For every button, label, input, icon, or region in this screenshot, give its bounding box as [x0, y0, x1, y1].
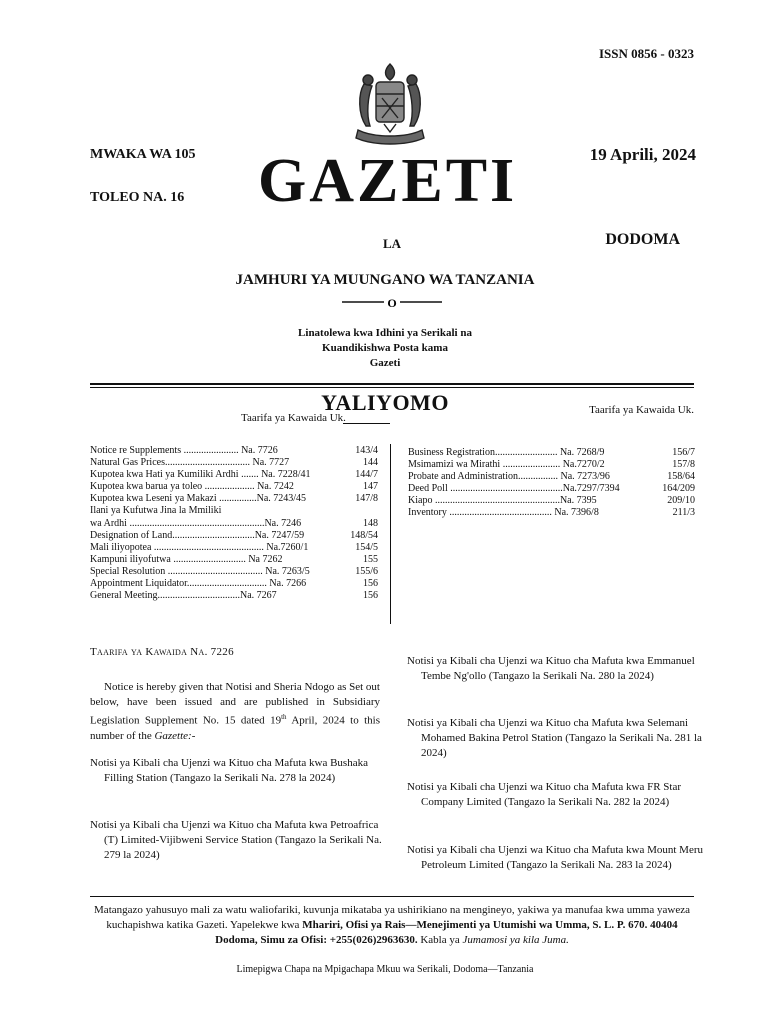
contents-entry-title: Kupotea kwa Hati ya Kumiliki Ardhi ....... Na. 7228/41	[90, 469, 311, 481]
contents-entry-page: 148/54	[350, 529, 378, 541]
contents-entry	[408, 495, 695, 507]
contents-entry	[90, 566, 378, 578]
gazette-title: GAZETI	[258, 147, 518, 215]
notice-item: Notisi ya Kibali cha Ujenzi wa Kituo cha Mafuta kwa Emmanuel Tembe Ng'ollo (Tangazo la Serikali Na. 280 la 2024)	[407, 655, 695, 682]
contents-entry-page: 144	[363, 457, 378, 469]
ordinal-suffix: th	[281, 713, 287, 721]
publication-statement	[0, 326, 770, 371]
contents-entry	[408, 483, 695, 495]
contents-entry	[90, 505, 378, 517]
contents-entry-page: 148	[363, 517, 378, 529]
publication-line: Kuandikishwa Posta kama	[322, 342, 448, 354]
contents-entry-page: 157/8	[672, 459, 695, 471]
contents-col-header-left: Taarifa ya Kawaida Uk.	[241, 412, 346, 424]
contents-entry-page: 158/64	[667, 471, 695, 483]
contents-entry-title: Special Resolution ...................................... Na. 7263/5	[90, 565, 310, 577]
contents-entry-title: Notice re Supplements ...................... Na. 7726	[90, 445, 278, 456]
contents-entry-page: 155/6	[355, 565, 378, 577]
contents-entry-title: Designation of Land.................................Na. 7247/59	[90, 529, 305, 541]
deadline-text: Jumamosi ya kila Juma.	[462, 934, 569, 946]
contents-entry	[90, 481, 378, 493]
contents-entry	[90, 530, 378, 542]
publication-date: 19 Aprili, 2024	[589, 145, 696, 164]
contents-entry	[408, 447, 695, 459]
contents-entry	[90, 554, 378, 566]
footer-notice	[90, 903, 694, 948]
contents-entry	[90, 445, 378, 457]
contents-entry-page: 156	[363, 578, 378, 590]
contents-entry-page: 154/5	[355, 541, 378, 553]
contents-list-right	[408, 447, 695, 520]
publication-line: Linatolewa kwa Idhini ya Serikali na	[298, 327, 472, 339]
contents-entry-page: 147/8	[355, 493, 378, 505]
contents-entry-page: 209/10	[667, 495, 695, 507]
contents-entry-page: 155	[363, 553, 378, 565]
contents-entry-title: General Meeting.................................Na. 7267	[90, 590, 277, 602]
contents-entry-title: Ilani ya Kufutwa Jina la Mmiliki	[90, 505, 222, 517]
footer-text: Matangazo yahusuyo mali za watu waliofariki, kuvunja mikataba ya ushirikiano na mengineyo, yakiwa ya manufaa kwa umma yaweza kuchapishwa katika Gazeti. Yapelekwe kwa	[94, 904, 690, 931]
contents-entry-page: 143/4	[355, 445, 378, 456]
contents-entry	[408, 507, 695, 519]
volume-number: MWAKA WA 105	[90, 147, 196, 162]
contents-entry	[90, 457, 378, 469]
contents-entry-title: Natural Gas Prices.................................. Na. 7727	[90, 457, 290, 469]
coat-of-arms-emblem	[344, 60, 436, 150]
footer-text: Kabla ya	[417, 934, 463, 946]
place-of-publication: DODOMA	[605, 231, 680, 248]
contents-entry-title: Appointment Liquidator................................ Na. 7266	[90, 578, 307, 590]
contents-entry-page: 211/3	[672, 507, 695, 519]
contents-entry-title: Inventory ......................................... Na. 7396/8	[408, 507, 599, 519]
contents-entry-title: Business Registration......................... Na. 7268/9	[408, 447, 605, 458]
contents-entry-title: wa Ardhi ......................................................Na. 7246	[90, 517, 302, 529]
publication-line: Gazeti	[369, 357, 401, 369]
contents-entry	[90, 542, 378, 554]
issue-number: TOLEO NA. 16	[90, 190, 185, 205]
contents-list-left	[90, 445, 378, 602]
contents-entry	[90, 518, 378, 530]
contents-entry-page: 164/209	[662, 483, 695, 495]
contents-entry-title: Msimamizi wa Mirathi ....................... Na.7270/2	[408, 459, 605, 471]
contents-entry-title: Deed Poll .............................................Na.7297/7394	[408, 483, 620, 495]
contents-entry	[90, 590, 378, 602]
contents-entry-page: 156	[363, 590, 378, 602]
title-connector: LA	[383, 236, 402, 251]
notice-intro-text: Notice is hereby given that Notisi and Sheria Ndogo as Set out below, have been issued and are published in Subsidiary Legislation Supplement No. 15 dated 19	[90, 681, 380, 727]
contents-entry	[408, 471, 695, 483]
notice-item: Notisi ya Kibali cha Ujenzi wa Kituo cha Mafuta kwa Mount Meru Petroleum Limited (Tangazo la Serikali Na. 283 la 2024)	[407, 844, 704, 871]
printer-line: Limepigwa Chapa na Mpigachapa Mkuu wa Serikali, Dodoma—Tanzania	[236, 964, 534, 975]
contents-entry-title: Kiapo ..................................................Na. 7395	[408, 495, 597, 507]
notice-item: Notisi ya Kibali cha Ujenzi wa Kituo cha Mafuta kwa Selemani Mohamed Bakina Petrol Station (Tangazo la Serikali Na. 281 la 2024)	[407, 717, 702, 759]
ornament-letter: O	[387, 296, 397, 310]
contents-entry	[90, 469, 378, 481]
contents-entry-page: 147	[363, 481, 378, 493]
divider-thin	[90, 387, 694, 388]
contents-entry	[408, 459, 695, 471]
contents-entry-page: 156/7	[672, 447, 695, 458]
editor-address: Mhariri, Ofisi ya Rais—Menejimenti ya Utumishi wa Umma, S. L. P. 670. 40404 Dodoma, Simu za Ofisi: +255(026)2963630.	[215, 919, 678, 946]
contents-entry-title: Kupotea kwa barua ya toleo .................... Na. 7242	[90, 481, 294, 493]
contents-entry	[90, 493, 378, 505]
notice-item: Notisi ya Kibali cha Ujenzi wa Kituo cha Mafuta kwa Petroafrica (T) Limited-Vijibweni Service Station (Tangazo la Serikali Na. 279 la 2024)	[90, 819, 382, 861]
gazette-reference: Gazette:-	[154, 729, 196, 742]
divider-thick	[90, 383, 694, 385]
contents-entry-page	[340, 505, 378, 517]
heading-underline	[343, 423, 390, 424]
contents-entry-title: Mali iliyopotea ............................................ Na.7260/1	[90, 541, 309, 553]
contents-entry	[90, 578, 378, 590]
contents-heading: YALIYOMO	[321, 390, 449, 415]
contents-entry-title: Kampuni iliyofutwa ............................. Na 7262	[90, 553, 283, 565]
issn-number: ISSN 0856 - 0323	[599, 46, 694, 61]
notice-item: Notisi ya Kibali cha Ujenzi wa Kituo cha Mafuta kwa Bushaka Filling Station (Tangazo la Serikali Na. 278 la 2024)	[90, 757, 368, 784]
column-separator	[390, 444, 391, 624]
contents-entry-title: Probate and Administration................ Na. 7273/96	[408, 471, 610, 483]
contents-col-header-right: Taarifa ya Kawaida Uk.	[589, 404, 694, 416]
contents-entry-page: 144/7	[355, 469, 378, 481]
ornament-divider	[340, 296, 444, 310]
footer-divider	[90, 896, 694, 897]
country-name: JAMHURI YA MUUNGANO WA TANZANIA	[235, 272, 535, 288]
notice-heading: Taarifa ya Kawaida Na. 7226	[90, 646, 234, 658]
notice-intro-text: April, 2024 to this number of the	[90, 714, 381, 742]
notice-item: Notisi ya Kibali cha Ujenzi wa Kituo cha Mafuta kwa FR Star Company Limited (Tangazo la Serikali Na. 282 la 2024)	[407, 781, 682, 808]
contents-entry-title: Kupotea kwa Leseni ya Makazi ...............Na. 7243/45	[90, 493, 307, 505]
notice-intro	[90, 680, 380, 744]
